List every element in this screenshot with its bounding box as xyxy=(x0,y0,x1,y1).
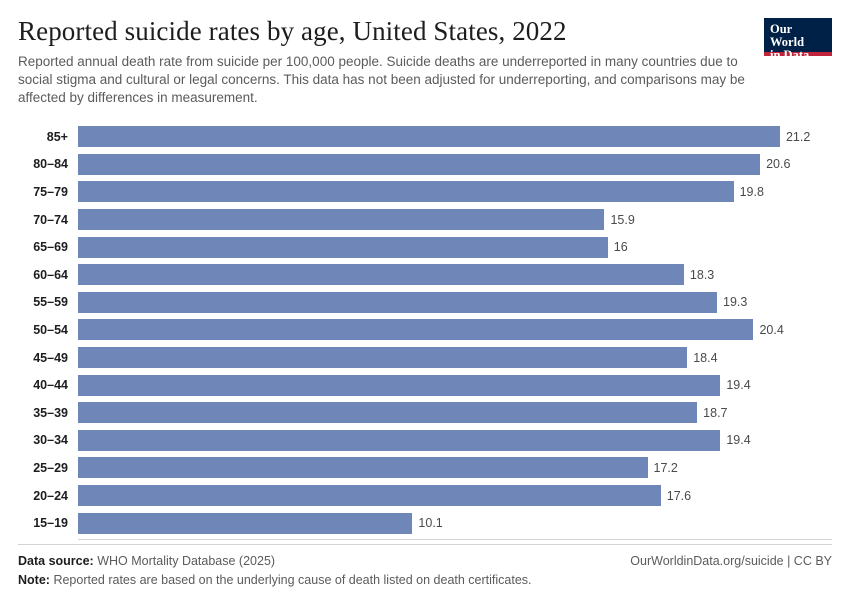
bar[interactable] xyxy=(78,430,720,451)
bar-row[interactable] xyxy=(18,206,832,234)
chart-subtitle: Reported annual death rate from suicide per 100,000 people. Suicide deaths are underreported in many countries due to social stigma and cultural or legal concerns. This data has not been adjusted for underreporting, and comparisons may be affected by differences in measurement. xyxy=(18,54,745,105)
bar-track xyxy=(78,233,832,261)
bar-category-label: 65–69 xyxy=(33,240,68,255)
bar-track xyxy=(78,206,832,234)
bar[interactable] xyxy=(78,181,734,202)
bar-value-label: 15.9 xyxy=(610,212,635,227)
bar[interactable] xyxy=(78,154,760,175)
bar-rows xyxy=(18,123,832,540)
bar-track xyxy=(78,399,832,427)
bar[interactable] xyxy=(78,264,684,285)
data-source xyxy=(18,552,275,571)
bar-track xyxy=(78,482,832,510)
bar[interactable] xyxy=(78,485,661,506)
bar-category-label: 30–34 xyxy=(33,433,68,448)
bar-category-label: 20–24 xyxy=(33,488,68,503)
chart-footer xyxy=(18,544,832,590)
bar-track xyxy=(78,316,832,344)
bar-track xyxy=(78,509,832,537)
bar-row[interactable] xyxy=(18,289,832,317)
bar-row[interactable] xyxy=(18,454,832,482)
bar-row[interactable] xyxy=(18,151,832,179)
bar-category-label: 70–74 xyxy=(33,212,68,227)
chart-header xyxy=(18,16,832,107)
bar-row[interactable] xyxy=(18,371,832,399)
bar-track xyxy=(78,371,832,399)
bar-value-label: 19.4 xyxy=(726,378,751,393)
bar-row[interactable] xyxy=(18,233,832,261)
note-value: Reported rates are based on the underlying cause of death listed on death certificates. xyxy=(53,573,532,587)
bar-value-label: 20.4 xyxy=(759,322,784,337)
bar-track xyxy=(78,123,832,151)
bar-track xyxy=(78,261,832,289)
bar-value-label: 19.3 xyxy=(723,295,748,310)
bar[interactable] xyxy=(78,237,608,258)
bar-value-label: 20.6 xyxy=(766,157,791,172)
bar-category-label: 85+ xyxy=(46,129,68,144)
data-source-label: Data source: xyxy=(18,554,94,568)
bar-category-label: 45–49 xyxy=(33,350,68,365)
bar[interactable] xyxy=(78,292,717,313)
bar-row[interactable] xyxy=(18,123,832,151)
bar-track xyxy=(78,454,832,482)
bar-value-label: 18.7 xyxy=(703,405,728,420)
bar-value-label: 17.2 xyxy=(653,460,678,475)
bar-row[interactable] xyxy=(18,509,832,537)
bar-track xyxy=(78,427,832,455)
bar[interactable] xyxy=(78,347,687,368)
page-title: Reported suicide rates by age, United States, 2022 xyxy=(18,16,567,46)
bar-row[interactable] xyxy=(18,178,832,206)
bar-row[interactable] xyxy=(18,482,832,510)
bar-value-label: 21.2 xyxy=(785,129,811,144)
owid-logo-line2: in Data xyxy=(770,48,810,62)
note-label: Note: xyxy=(18,573,50,587)
axis-baseline xyxy=(78,539,832,540)
chart-note xyxy=(18,571,832,590)
data-source-value: WHO Mortality Database (2025) xyxy=(97,554,276,568)
bar-row[interactable] xyxy=(18,316,832,344)
bar[interactable] xyxy=(78,402,697,423)
bar-track xyxy=(78,151,832,179)
bar-category-label: 15–19 xyxy=(33,516,68,531)
bar-track xyxy=(78,289,832,317)
owid-logo-line1: Our World xyxy=(770,22,805,49)
bar-value-label: 16 xyxy=(613,240,628,255)
bar[interactable] xyxy=(78,319,753,340)
bar-value-label: 18.3 xyxy=(689,267,715,282)
bar-track xyxy=(78,344,832,372)
bar-row[interactable] xyxy=(18,261,832,289)
bar-value-label: 19.8 xyxy=(739,184,764,199)
bar-row[interactable] xyxy=(18,427,832,455)
bar-category-label: 75–79 xyxy=(33,184,68,199)
bar[interactable] xyxy=(78,209,604,230)
bar-category-label: 50–54 xyxy=(33,322,68,337)
bar-track xyxy=(78,178,832,206)
bar-category-label: 80–84 xyxy=(33,157,68,172)
bar-category-label: 40–44 xyxy=(33,378,68,393)
bar[interactable] xyxy=(78,126,780,147)
bar-category-label: 60–64 xyxy=(33,267,68,282)
bar-row[interactable] xyxy=(18,399,832,427)
bar-value-label: 17.6 xyxy=(666,488,692,503)
bar-chart xyxy=(18,123,832,540)
bar-category-label: 55–59 xyxy=(33,295,68,310)
bar-category-label: 25–29 xyxy=(33,460,68,475)
bar[interactable] xyxy=(78,513,412,534)
credit-link[interactable]: OurWorldinData.org/suicide | CC BY xyxy=(630,554,832,568)
bar[interactable] xyxy=(78,457,648,478)
bar-category-label: 35–39 xyxy=(33,405,68,420)
bar-value-label: 19.4 xyxy=(726,433,751,448)
bar-value-label: 10.1 xyxy=(418,516,443,531)
bar-value-label: 18.4 xyxy=(693,350,718,365)
bar-row[interactable] xyxy=(18,344,832,372)
bar[interactable] xyxy=(78,375,720,396)
owid-logo[interactable] xyxy=(764,18,832,62)
